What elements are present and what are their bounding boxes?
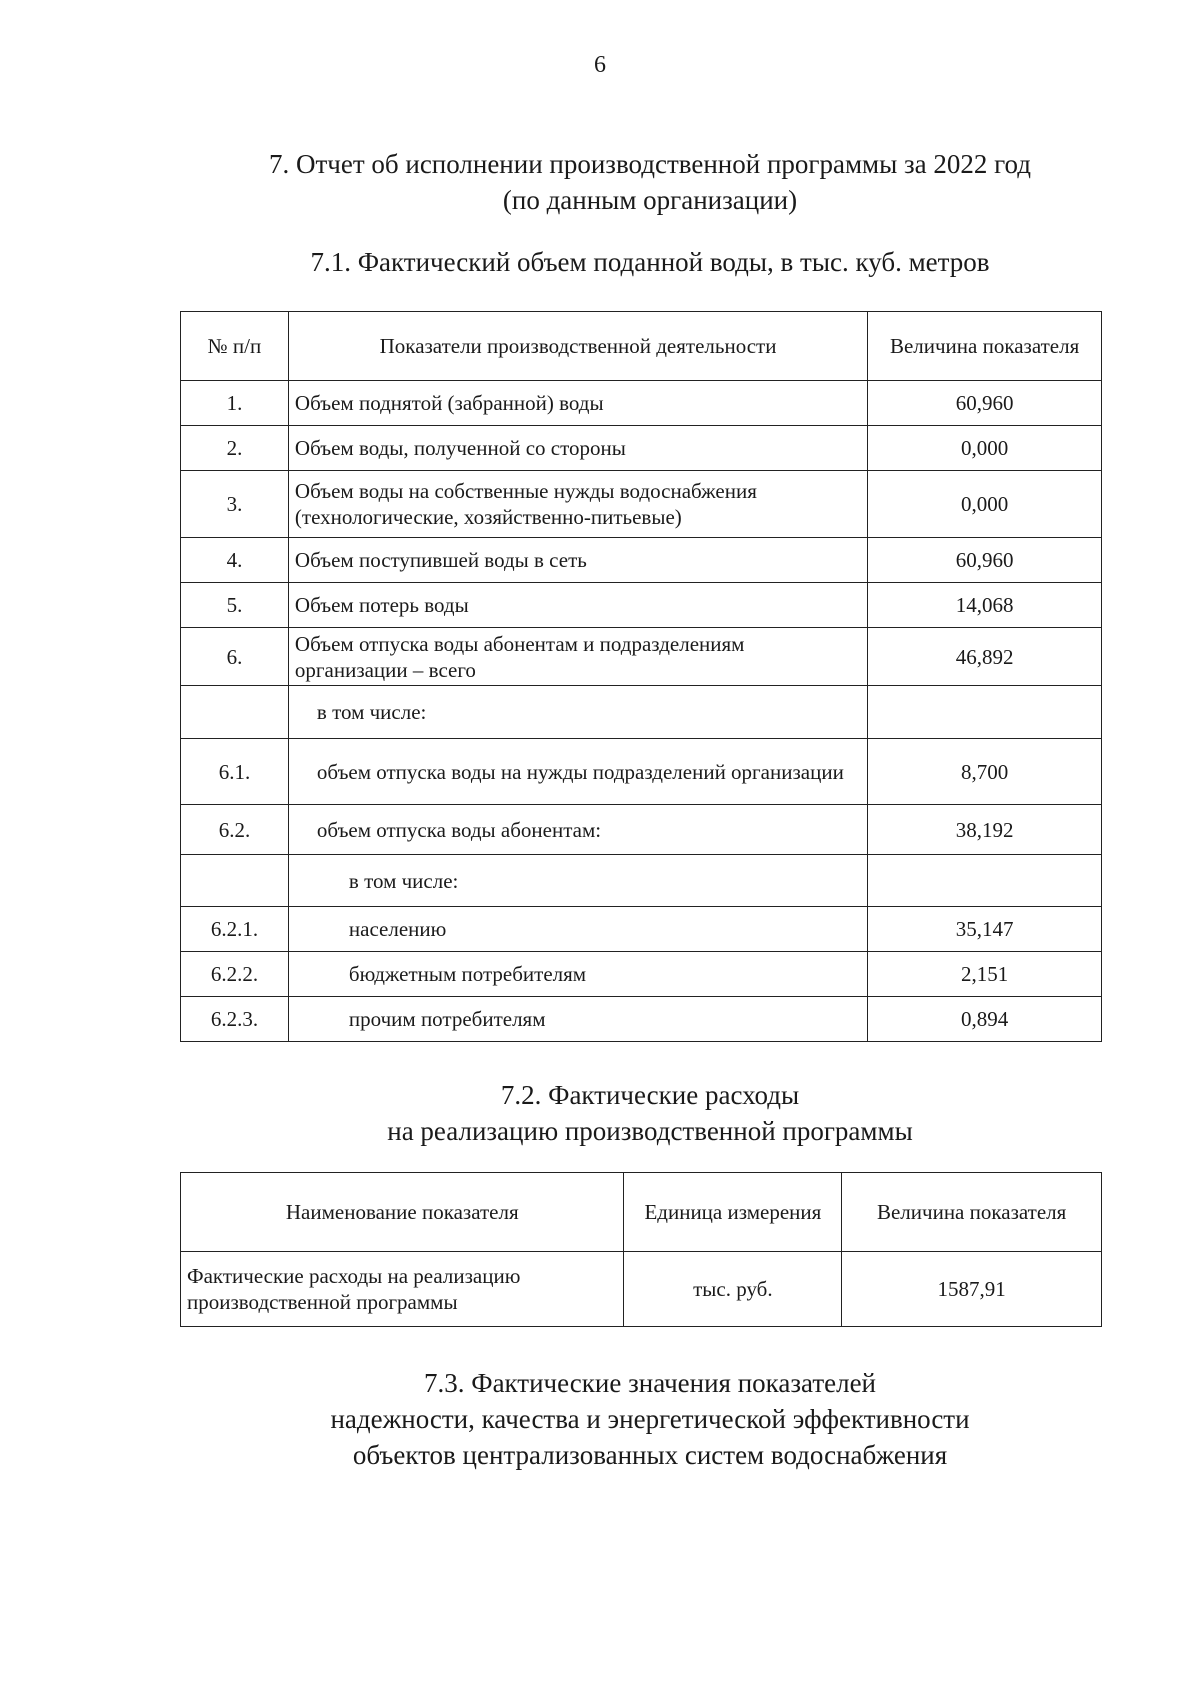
report-heading xyxy=(180,146,1120,218)
row-num: 1. xyxy=(181,381,289,426)
row-value: 35,147 xyxy=(868,907,1102,952)
table-row xyxy=(181,471,1102,538)
table-row xyxy=(181,538,1102,583)
row-name: в том числе: xyxy=(288,855,867,907)
table-row xyxy=(181,426,1102,471)
header-value: Величина показателя xyxy=(868,312,1102,381)
table-row xyxy=(181,583,1102,628)
row-name: Объем потерь воды xyxy=(288,583,867,628)
row-num xyxy=(181,686,289,739)
row-num xyxy=(181,855,289,907)
row-name: в том числе: xyxy=(288,686,867,739)
table-row xyxy=(181,381,1102,426)
row-unit: тыс. руб. xyxy=(624,1252,842,1327)
section-71-title: 7.1. Фактический объем поданной воды, в тыс. куб. метров xyxy=(310,247,990,277)
row-num: 6.1. xyxy=(181,739,289,805)
table-row xyxy=(181,739,1102,805)
table-row xyxy=(181,1252,1102,1327)
row-name: населению xyxy=(288,907,867,952)
row-name: Фактические расходы на реализацию производственной программы xyxy=(181,1252,624,1327)
row-num: 2. xyxy=(181,426,289,471)
row-name: Объем воды, полученной со стороны xyxy=(288,426,867,471)
section-73-title-line3: объектов централизованных систем водоснабжения xyxy=(352,1440,948,1470)
section-73-title-line1: 7.3. Фактические значения показателей xyxy=(423,1368,877,1398)
row-value xyxy=(868,686,1102,739)
row-value: 0,000 xyxy=(868,426,1102,471)
row-name: Объем воды на собственные нужды водоснабжения (технологические, хозяйственно-питьевые) xyxy=(288,471,867,538)
header-num: № п/п xyxy=(181,312,289,381)
section-73-title-line2: надежности, качества и энергетической эффективности xyxy=(330,1404,970,1434)
table-row xyxy=(181,686,1102,739)
row-num: 5. xyxy=(181,583,289,628)
row-name: Объем отпуска воды абонентам и подразделениям организации – всего xyxy=(288,628,867,686)
section-72-title-line1: 7.2. Фактические расходы xyxy=(500,1080,800,1110)
table-header-row xyxy=(181,312,1102,381)
row-num: 6. xyxy=(181,628,289,686)
row-value: 60,960 xyxy=(868,538,1102,583)
expenses-table xyxy=(180,1172,1102,1327)
report-heading-line2: (по данным организации) xyxy=(502,185,798,215)
row-value: 38,192 xyxy=(868,805,1102,855)
row-value: 0,000 xyxy=(868,471,1102,538)
table-row xyxy=(181,907,1102,952)
row-value xyxy=(868,855,1102,907)
row-name: Объем поднятой (забранной) воды xyxy=(288,381,867,426)
table-row xyxy=(181,855,1102,907)
row-num: 6.2.3. xyxy=(181,997,289,1042)
table-row xyxy=(181,628,1102,686)
report-heading-line1: 7. Отчет об исполнении производственной программы за 2022 год xyxy=(268,149,1032,179)
table-row xyxy=(181,805,1102,855)
row-value: 60,960 xyxy=(868,381,1102,426)
section-72-title-line2: на реализацию производственной программы xyxy=(387,1116,913,1146)
row-name: Объем поступившей воды в сеть xyxy=(288,538,867,583)
table-row xyxy=(181,952,1102,997)
row-value: 14,068 xyxy=(868,583,1102,628)
row-name: объем отпуска воды на нужды подразделений организации xyxy=(288,739,867,805)
header-indicator: Показатели производственной деятельности xyxy=(288,312,867,381)
header-unit: Единица измерения xyxy=(624,1173,842,1252)
row-num: 6.2.1. xyxy=(181,907,289,952)
row-value: 0,894 xyxy=(868,997,1102,1042)
row-name: объем отпуска воды абонентам: xyxy=(288,805,867,855)
row-num: 6.2.2. xyxy=(181,952,289,997)
row-value: 2,151 xyxy=(868,952,1102,997)
water-volume-table xyxy=(180,311,1102,1042)
row-value: 1587,91 xyxy=(842,1252,1102,1327)
section-72-title xyxy=(180,1077,1120,1149)
section-73-title xyxy=(180,1365,1120,1473)
header-value: Величина показателя xyxy=(842,1173,1102,1252)
row-num: 3. xyxy=(181,471,289,538)
row-num: 6.2. xyxy=(181,805,289,855)
table-header-row xyxy=(181,1173,1102,1252)
row-num: 4. xyxy=(181,538,289,583)
row-value: 8,700 xyxy=(868,739,1102,805)
page-number: 6 xyxy=(594,52,606,78)
table-row xyxy=(181,997,1102,1042)
row-name: прочим потребителям xyxy=(288,997,867,1042)
row-value: 46,892 xyxy=(868,628,1102,686)
header-name: Наименование показателя xyxy=(181,1173,624,1252)
row-name: бюджетным потребителям xyxy=(288,952,867,997)
